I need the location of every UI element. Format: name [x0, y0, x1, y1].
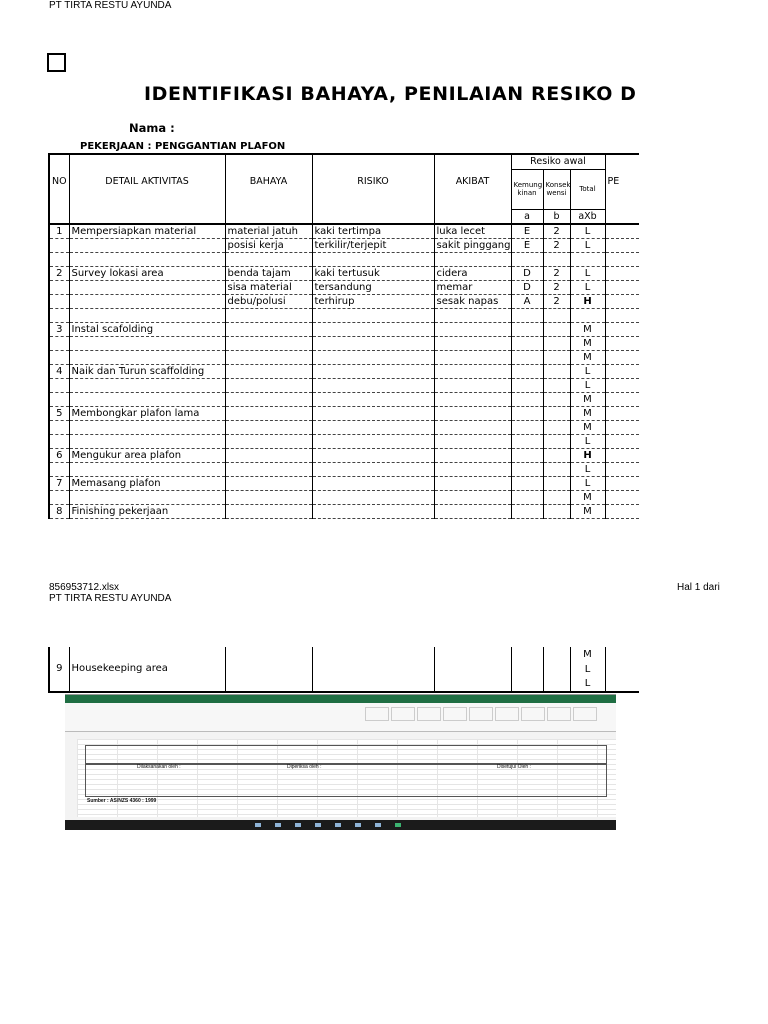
cell-a [511, 323, 543, 337]
cell-total: M [570, 407, 605, 421]
cell-hazard: posisi kerja [225, 239, 312, 253]
cell-hazard [225, 253, 312, 267]
cell-total: M [570, 351, 605, 365]
cell-next [605, 281, 639, 295]
cell-activity [69, 491, 225, 505]
cell-effect [434, 337, 511, 351]
cell-b: 2 [543, 267, 570, 281]
cell-hazard [225, 379, 312, 393]
cell-activity: Mengukur area plafon [69, 449, 225, 463]
cell-risk [312, 463, 434, 477]
cell-no: 1 [49, 224, 69, 239]
cell-next [605, 491, 639, 505]
cell-b: 2 [543, 224, 570, 239]
cell-effect: cidera [434, 267, 511, 281]
cell-b [543, 351, 570, 365]
header-likelihood: Kemung kinan [511, 169, 543, 209]
cell-activity [69, 463, 225, 477]
table-row [49, 393, 639, 407]
cell-a: D [511, 281, 543, 295]
excel-approved-label: Disetujui Oleh : [497, 764, 531, 770]
table-row [49, 351, 639, 365]
cell-hazard [225, 449, 312, 463]
cell-b [543, 407, 570, 421]
cell-total: M [570, 323, 605, 337]
page2-total-2: L [570, 662, 605, 677]
cell-no [49, 379, 69, 393]
cell-activity: Survey lokasi area [69, 267, 225, 281]
cell-activity [69, 295, 225, 309]
cell-next [605, 421, 639, 435]
cell-a [511, 505, 543, 519]
risk-table-rows [49, 224, 639, 519]
header-activity: DETAIL AKTIVITAS [69, 154, 225, 209]
cell-effect [434, 365, 511, 379]
header-hazard: BAHAYA [225, 154, 312, 209]
cell-risk: terhirup [312, 295, 434, 309]
cell-b [543, 337, 570, 351]
cell-no: 5 [49, 407, 69, 421]
cell-b [543, 463, 570, 477]
cell-a [511, 449, 543, 463]
cell-risk: kaki tertimpa [312, 224, 434, 239]
cell-hazard [225, 351, 312, 365]
taskbar-app-icon [295, 823, 301, 827]
cell-hazard: benda tajam [225, 267, 312, 281]
cell-activity: Memasang plafon [69, 477, 225, 491]
table-row [49, 477, 639, 491]
excel-ribbon [65, 703, 616, 732]
excel-checked-label: Diperiksa oleh : [287, 764, 322, 770]
cell-total: M [570, 393, 605, 407]
cell-total: L [570, 281, 605, 295]
cell-no: 8 [49, 505, 69, 519]
windows-taskbar [65, 820, 616, 830]
cell-next [605, 309, 639, 323]
page2-table [48, 647, 639, 693]
cell-a [511, 491, 543, 505]
cell-b [543, 435, 570, 449]
cell-a: E [511, 239, 543, 253]
page2-total-3: L [570, 677, 605, 692]
cell-total: L [570, 365, 605, 379]
cell-no: 7 [49, 477, 69, 491]
cell-risk [312, 449, 434, 463]
cell-a: E [511, 224, 543, 239]
document-title: IDENTIFIKASI BAHAYA, PENILAIAN RESIKO D [144, 83, 637, 105]
cell-b: 2 [543, 295, 570, 309]
excel-sheet-area [77, 739, 616, 817]
table-row [49, 267, 639, 281]
cell-no [49, 281, 69, 295]
cell-a [511, 407, 543, 421]
header-next: PE [605, 154, 639, 209]
cell-activity [69, 337, 225, 351]
cell-activity: Mempersiapkan material [69, 224, 225, 239]
cell-next [605, 379, 639, 393]
cell-a: D [511, 267, 543, 281]
cell-hazard [225, 323, 312, 337]
cell-b [543, 393, 570, 407]
cell-next [605, 224, 639, 239]
cell-effect: luka lecet [434, 224, 511, 239]
page2-row-no: 9 [49, 647, 69, 692]
cell-effect [434, 393, 511, 407]
cell-next [605, 505, 639, 519]
company-name: PT TIRTA RESTU AYUNDA [49, 0, 172, 11]
cell-b [543, 323, 570, 337]
cell-a [511, 393, 543, 407]
table-row [49, 295, 639, 309]
header-initial-risk: Resiko awal [511, 154, 605, 169]
cell-activity [69, 421, 225, 435]
cell-effect [434, 463, 511, 477]
table-row [49, 379, 639, 393]
cell-total: H [570, 295, 605, 309]
cell-no: 6 [49, 449, 69, 463]
cell-effect [434, 351, 511, 365]
cell-next [605, 323, 639, 337]
cell-effect [434, 435, 511, 449]
cell-total: L [570, 224, 605, 239]
header-consequence: Konsek wensi [543, 169, 570, 209]
taskbar-app-icon [375, 823, 381, 827]
cell-risk [312, 323, 434, 337]
cell-no [49, 337, 69, 351]
cell-no [49, 393, 69, 407]
cell-hazard [225, 435, 312, 449]
cell-next [605, 435, 639, 449]
cell-risk [312, 505, 434, 519]
cell-b [543, 253, 570, 267]
header-axb: aXb [570, 209, 605, 224]
cell-next [605, 365, 639, 379]
cell-effect: memar [434, 281, 511, 295]
cell-b: 2 [543, 239, 570, 253]
excel-title-bar [65, 695, 616, 703]
cell-a [511, 477, 543, 491]
table-row [49, 407, 639, 421]
cell-no [49, 239, 69, 253]
cell-hazard [225, 365, 312, 379]
cell-b [543, 379, 570, 393]
cell-total: H [570, 449, 605, 463]
risk-table-clip [48, 153, 620, 530]
cell-effect [434, 505, 511, 519]
page2-table-clip [48, 647, 616, 694]
cell-hazard [225, 505, 312, 519]
cell-no [49, 309, 69, 323]
cell-no [49, 421, 69, 435]
cell-hazard [225, 337, 312, 351]
cell-hazard [225, 491, 312, 505]
cell-total: M [570, 337, 605, 351]
taskbar-excel-icon [395, 823, 401, 827]
taskbar-app-icon [255, 823, 261, 827]
cell-effect [434, 407, 511, 421]
cell-activity [69, 239, 225, 253]
table-row [49, 253, 639, 267]
table-row [49, 505, 639, 519]
cell-risk [312, 309, 434, 323]
cell-a [511, 463, 543, 477]
cell-activity: Finishing pekerjaan [69, 505, 225, 519]
header-a: a [511, 209, 543, 224]
cell-activity [69, 309, 225, 323]
cell-next [605, 295, 639, 309]
cell-total [570, 253, 605, 267]
cell-b [543, 309, 570, 323]
taskbar-app-icon [275, 823, 281, 827]
cell-risk: kaki tertusuk [312, 267, 434, 281]
cell-next [605, 239, 639, 253]
cell-risk [312, 351, 434, 365]
cell-next [605, 463, 639, 477]
table-row [49, 463, 639, 477]
cell-effect [434, 309, 511, 323]
job-label: PEKERJAAN : PENGGANTIAN PLAFON [80, 141, 286, 152]
table-row [49, 491, 639, 505]
cell-next [605, 393, 639, 407]
cell-activity [69, 379, 225, 393]
cell-effect [434, 477, 511, 491]
cell-a [511, 379, 543, 393]
cell-hazard: debu/polusi [225, 295, 312, 309]
footer-page-number: Hal 1 dari [677, 582, 720, 593]
cell-hazard: sisa material [225, 281, 312, 295]
cell-no: 4 [49, 365, 69, 379]
embedded-excel-screenshot [65, 694, 616, 830]
cell-a: A [511, 295, 543, 309]
table-row [49, 323, 639, 337]
cell-risk [312, 435, 434, 449]
cell-activity: Membongkar plafon lama [69, 407, 225, 421]
cell-effect [434, 379, 511, 393]
cell-no [49, 351, 69, 365]
cell-a [511, 351, 543, 365]
cell-risk [312, 379, 434, 393]
cell-hazard [225, 407, 312, 421]
table-row [49, 239, 639, 253]
cell-effect [434, 421, 511, 435]
cell-b [543, 505, 570, 519]
cell-next [605, 351, 639, 365]
header-b: b [543, 209, 570, 224]
cell-no [49, 491, 69, 505]
cell-risk [312, 365, 434, 379]
cell-risk [312, 491, 434, 505]
cell-total: L [570, 463, 605, 477]
cell-effect [434, 323, 511, 337]
checkbox[interactable] [47, 53, 66, 72]
cell-hazard: material jatuh [225, 224, 312, 239]
name-label: Nama : [129, 121, 175, 135]
header-effect: AKIBAT [434, 154, 511, 209]
cell-hazard [225, 477, 312, 491]
cell-a [511, 337, 543, 351]
header-total: Total [570, 169, 605, 209]
excel-executed-label: Dilaksanakan oleh : [137, 764, 181, 770]
cell-effect: sesak napas [434, 295, 511, 309]
cell-no [49, 463, 69, 477]
cell-next [605, 267, 639, 281]
cell-a [511, 309, 543, 323]
cell-effect [434, 491, 511, 505]
cell-a [511, 253, 543, 267]
cell-no: 2 [49, 267, 69, 281]
cell-no [49, 435, 69, 449]
page2-total-1: M [570, 647, 605, 662]
cell-total: L [570, 267, 605, 281]
footer-filename: 856953712.xlsx [49, 582, 120, 593]
table-row [49, 309, 639, 323]
taskbar-app-icon [315, 823, 321, 827]
cell-risk [312, 407, 434, 421]
cell-hazard [225, 393, 312, 407]
cell-activity [69, 435, 225, 449]
taskbar-app-icon [335, 823, 341, 827]
table-row [49, 224, 639, 239]
cell-total: L [570, 379, 605, 393]
table-row [49, 365, 639, 379]
cell-effect [434, 449, 511, 463]
cell-total: M [570, 505, 605, 519]
cell-activity [69, 393, 225, 407]
table-row [49, 337, 639, 351]
cell-a [511, 435, 543, 449]
cell-risk [312, 393, 434, 407]
cell-activity [69, 351, 225, 365]
cell-risk [312, 477, 434, 491]
cell-total: L [570, 239, 605, 253]
cell-a [511, 421, 543, 435]
cell-activity: Naik dan Turun scaffolding [69, 365, 225, 379]
table-row [49, 281, 639, 295]
cell-b [543, 421, 570, 435]
cell-hazard [225, 421, 312, 435]
cell-b [543, 477, 570, 491]
cell-total: M [570, 491, 605, 505]
cell-hazard [225, 309, 312, 323]
cell-b [543, 449, 570, 463]
cell-b [543, 365, 570, 379]
cell-next [605, 449, 639, 463]
cell-no [49, 253, 69, 267]
cell-next [605, 407, 639, 421]
cell-risk: tersandung [312, 281, 434, 295]
header-no: NO [49, 154, 69, 209]
cell-b [543, 491, 570, 505]
table-row [49, 421, 639, 435]
cell-a [511, 365, 543, 379]
cell-no: 3 [49, 323, 69, 337]
cell-risk [312, 253, 434, 267]
cell-next [605, 337, 639, 351]
cell-activity: Instal scafolding [69, 323, 225, 337]
risk-table [48, 153, 639, 519]
cell-total: L [570, 477, 605, 491]
company-name-page2: PT TIRTA RESTU AYUNDA [49, 593, 172, 604]
cell-b: 2 [543, 281, 570, 295]
taskbar-app-icon [355, 823, 361, 827]
cell-next [605, 477, 639, 491]
cell-next [605, 253, 639, 267]
cell-total [570, 309, 605, 323]
cell-no [49, 295, 69, 309]
table-row [49, 449, 639, 463]
excel-source-text: Sumber : AS/NZS 4360 : 1999 [87, 798, 157, 804]
cell-hazard [225, 463, 312, 477]
cell-risk [312, 337, 434, 351]
cell-risk [312, 421, 434, 435]
cell-total: L [570, 435, 605, 449]
page2-row-activity: Housekeeping area [69, 647, 225, 692]
cell-effect [434, 253, 511, 267]
cell-effect: sakit pinggang [434, 239, 511, 253]
cell-risk: terkilir/terjepit [312, 239, 434, 253]
cell-activity [69, 281, 225, 295]
table-row [49, 435, 639, 449]
cell-activity [69, 253, 225, 267]
header-risk: RISIKO [312, 154, 434, 209]
cell-total: M [570, 421, 605, 435]
